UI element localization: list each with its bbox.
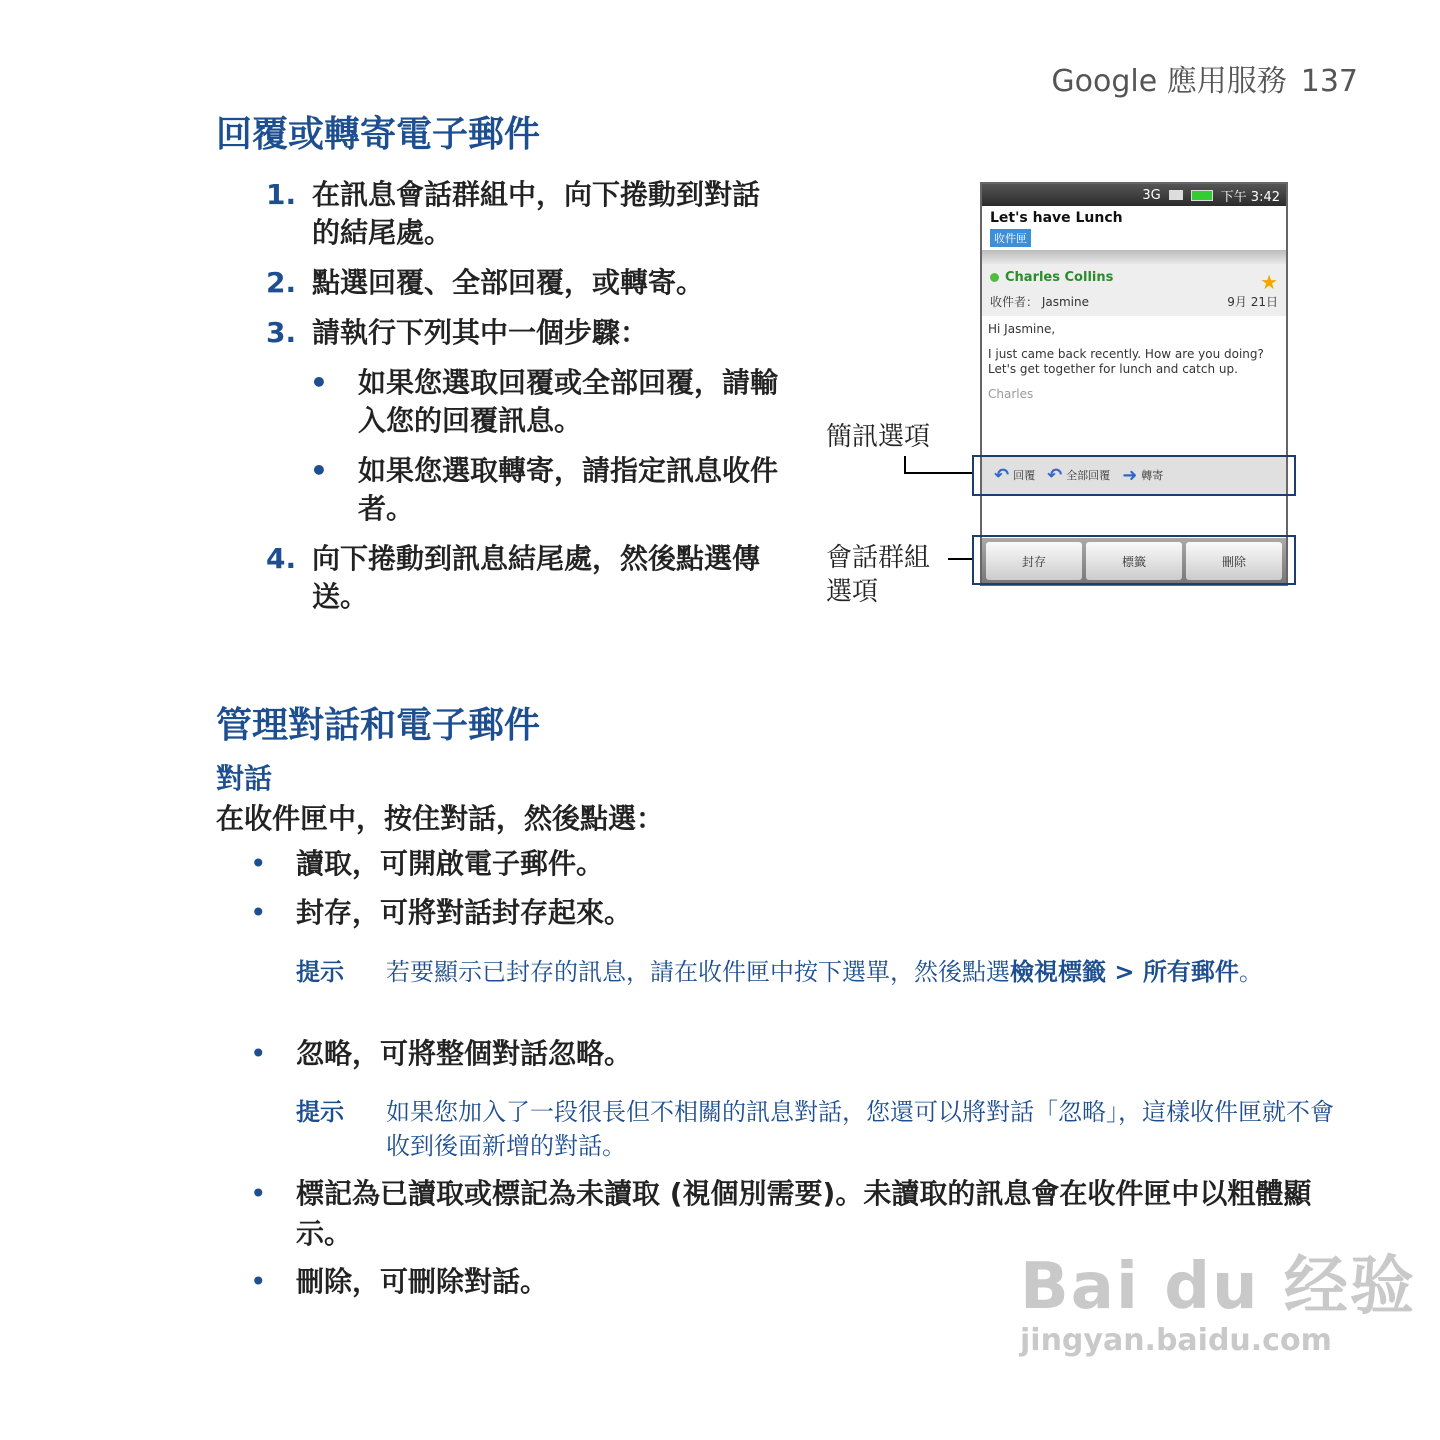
battery-icon: [1191, 190, 1213, 201]
step-number: 4.: [266, 542, 297, 575]
tip-ignore: [296, 1095, 1336, 1163]
item-term: 忽略: [296, 1037, 353, 1070]
email-subject: Let's have Lunch: [990, 210, 1123, 226]
step-text: 在訊息會話群組中，向下捲動到對話的結尾處。: [312, 178, 761, 249]
online-status-icon: [990, 273, 999, 282]
item-text: [296, 844, 1330, 884]
bullet: •: [250, 1265, 267, 1298]
tip-label: 提示: [296, 1098, 344, 1126]
sender-row: [990, 270, 1278, 285]
greeting: Hi Jasmine,: [988, 322, 1056, 336]
phone-screenshot: [980, 182, 1288, 586]
tip-text: [386, 955, 1336, 989]
sender-name: Charles Collins: [1005, 270, 1114, 285]
highlight-message-options: [972, 455, 1296, 496]
item-desc: ，可刪除對話。: [352, 1265, 549, 1298]
message-body: [982, 316, 1286, 418]
bullet: •: [250, 896, 267, 929]
list-item: [250, 1034, 1330, 1074]
tip-end: 。: [1238, 958, 1263, 986]
reply-all-label: 全部回覆: [1066, 469, 1111, 482]
callout-thread-options: 會話群組選項: [826, 543, 931, 607]
step-text: 請執行下列其中一個步驟：: [312, 316, 649, 349]
highlight-thread-options: [972, 535, 1296, 585]
item-desc: ，可將對話封存起來。: [352, 896, 633, 929]
star-icon[interactable]: ★: [1260, 270, 1278, 294]
callout-message-options: 簡訊選項: [826, 422, 931, 452]
tip-body: 若要顯示已封存的訊息，請在收件匣中按下選單，然後點選: [386, 958, 1010, 986]
bullet: •: [250, 1177, 267, 1210]
watermark-logo: [1020, 1235, 1416, 1358]
callout-line: [948, 558, 972, 560]
running-header: [1051, 56, 1358, 100]
substep-forward: [310, 452, 790, 528]
watermark-brand: Bai du 经验: [1020, 1250, 1416, 1324]
item-term: 讀取: [296, 847, 353, 880]
step-2: [266, 264, 786, 302]
network-icon: 3G: [1142, 187, 1161, 203]
header-title: Google 應用服務: [1051, 64, 1287, 99]
delete-button[interactable]: 刪除: [1186, 542, 1282, 580]
step-1: [266, 176, 786, 252]
list-item: [250, 844, 1330, 884]
message-header[interactable]: [982, 264, 1286, 316]
bullet: •: [250, 847, 267, 880]
item-desc: ，可開啟電子郵件。: [352, 847, 605, 880]
reply-all-icon: ↶: [1047, 464, 1063, 486]
callout-line: [904, 472, 972, 474]
watermark-url: jingyan.baidu.com: [1020, 1323, 1332, 1358]
item-term: 封存: [296, 896, 353, 929]
status-bar: [982, 184, 1286, 206]
item-desc: ，可將整個對話忽略。: [352, 1037, 633, 1070]
tip-archived: [296, 955, 1336, 989]
substep-text: 如果您選取回覆或全部回覆，請輸入您的回覆訊息。: [358, 366, 779, 437]
step-number: 1.: [266, 178, 297, 211]
page-number: 137: [1300, 64, 1358, 99]
step-4: [266, 540, 786, 616]
divider: [982, 250, 1286, 264]
tip-label: 提示: [296, 958, 344, 986]
message-meta: [990, 293, 1278, 310]
inbox-label[interactable]: 收件匣: [990, 229, 1031, 247]
archive-button[interactable]: 封存: [986, 542, 1082, 580]
intro-text: 在收件匣中，按住對話，然後點選：: [216, 802, 665, 835]
tip-text: 如果您加入了一段很長但不相關的訊息對話，您還可以將對話「忽略」，這樣收件匣就不會收到後面新增的對話。: [386, 1098, 1334, 1160]
signal-icon: [1169, 190, 1183, 200]
step-text: 點選回覆、全部回覆，或轉寄。: [312, 266, 705, 299]
forward-label: 轉寄: [1141, 469, 1164, 482]
substep-text: 如果您選取轉寄，請指定訊息收件者。: [358, 454, 779, 525]
step-number: 2.: [266, 266, 297, 299]
list-item: [250, 893, 1330, 933]
bullet: •: [310, 366, 328, 399]
recipient: 收件者： Jasmine: [990, 295, 1089, 309]
reply-label: 回覆: [1013, 469, 1036, 482]
forward-icon: ➜: [1122, 464, 1138, 486]
item-term: 標記為已讀取或標記為未讀取: [296, 1177, 661, 1210]
body-text: I just came back recently. How are you doing? Let's get together for lunch and catch up.: [988, 347, 1264, 376]
message-date: 9月 21日: [1227, 295, 1278, 309]
item-desc: (視個別需要)。未讀取的訊息會在收件匣中以粗體顯示。: [296, 1177, 1312, 1250]
bullet: •: [310, 454, 328, 487]
labels-button[interactable]: 標籤: [1086, 542, 1182, 580]
signoff: Charles: [988, 387, 1034, 401]
bullet: •: [250, 1037, 267, 1070]
item-text: [296, 893, 1330, 933]
item-term: 刪除: [296, 1265, 353, 1298]
section-title-reply: 回覆或轉寄電子郵件: [216, 114, 541, 155]
subheading-conversations: 對話: [216, 762, 273, 795]
step-text: 向下捲動到訊息結尾處，然後點選傳送。: [312, 542, 761, 613]
item-text: [296, 1034, 1330, 1074]
step-3: [266, 314, 786, 352]
reply-icon: ↶: [994, 464, 1010, 486]
tip-menu-path: 檢視標籤 > 所有郵件: [1010, 958, 1239, 986]
step-number: 3.: [266, 316, 297, 349]
section-title-manage: 管理對話和電子郵件: [216, 705, 541, 746]
substep-reply: [310, 364, 790, 440]
status-time: 下午 3:42: [1220, 189, 1280, 205]
